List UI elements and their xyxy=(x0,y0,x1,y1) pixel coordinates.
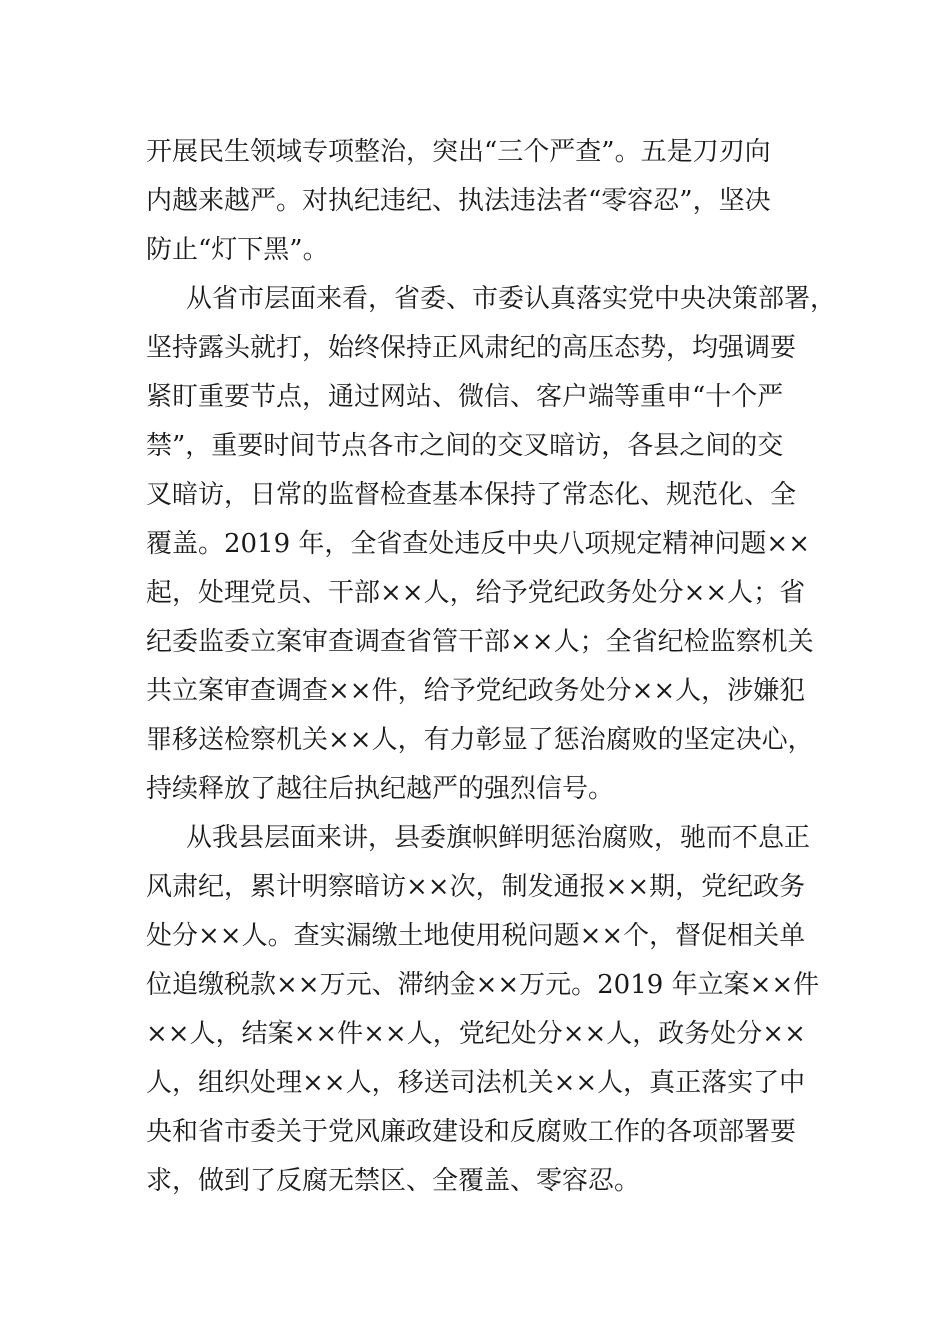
paragraph-line: 覆盖。2019 年，全省查处违反中央八项规定精神问题×× xyxy=(146,529,811,559)
paragraph-line: 内越来越严。对执纪违纪、执法违法者“零容忍”，坚决 xyxy=(146,186,771,216)
paragraph-1 xyxy=(146,128,836,275)
paragraph-2 xyxy=(146,275,836,814)
paragraph-line: 罪移送检察机关××人，有力彰显了惩治腐败的坚定决心， xyxy=(146,725,814,755)
paragraph-line: 坚持露头就打，始终保持正风肃纪的高压态势，均强调要 xyxy=(146,333,797,363)
paragraph-line: 处分××人。查实漏缴土地使用税问题××个，督促相关单 xyxy=(146,921,806,951)
paragraph-3 xyxy=(146,814,836,1206)
paragraph-line: 禁”，重要时间节点各市之间的交叉暗访，各县之间的交 xyxy=(146,431,784,461)
paragraph-line: 从我县层面来讲，县委旗帜鲜明惩治腐败，驰而不息正 xyxy=(186,823,811,853)
paragraph-line: 人，组织处理××人，移送司法机关××人，真正落实了中 xyxy=(146,1068,806,1098)
paragraph-line: 叉暗访，日常的监督检查基本保持了常态化、规范化、全 xyxy=(146,480,797,510)
paragraph-line: 位追缴税款××万元、滞纳金××万元。2019 年立案××件 xyxy=(146,970,820,1000)
paragraph-line: 央和省市委关于党风廉政建设和反腐败工作的各项部署要 xyxy=(146,1117,797,1147)
paragraph-line: 求，做到了反腐无禁区、全覆盖、零容忍。 xyxy=(146,1166,641,1196)
paragraph-line: 纪委监委立案审查调查省管干部××人；全省纪检监察机关 xyxy=(146,627,814,657)
paragraph-line: 防止“灯下黑”。 xyxy=(146,235,329,265)
paragraph-line: 风肃纪，累计明察暗访××次，制发通报××期，党纪政务 xyxy=(146,872,806,902)
paragraph-line: 紧盯重要节点，通过网站、微信、客户端等重申“十个严 xyxy=(146,382,784,412)
paragraph-line: 从省市层面来看，省委、市委认真落实党中央决策部署， xyxy=(186,284,837,314)
paragraph-line: 起，处理党员、干部××人，给予党纪政务处分××人；省 xyxy=(146,578,806,608)
document-body xyxy=(146,128,836,1206)
paragraph-line: 持续释放了越往后执纪越严的强烈信号。 xyxy=(146,774,615,804)
paragraph-line: ××人，结案××件××人，党纪处分××人，政务处分×× xyxy=(146,1019,806,1049)
paragraph-line: 共立案审查调查××件，给予党纪政务处分××人，涉嫌犯 xyxy=(146,676,806,706)
paragraph-line: 开展民生领域专项整治，突出“三个严查”。五是刀刃向 xyxy=(146,137,771,167)
